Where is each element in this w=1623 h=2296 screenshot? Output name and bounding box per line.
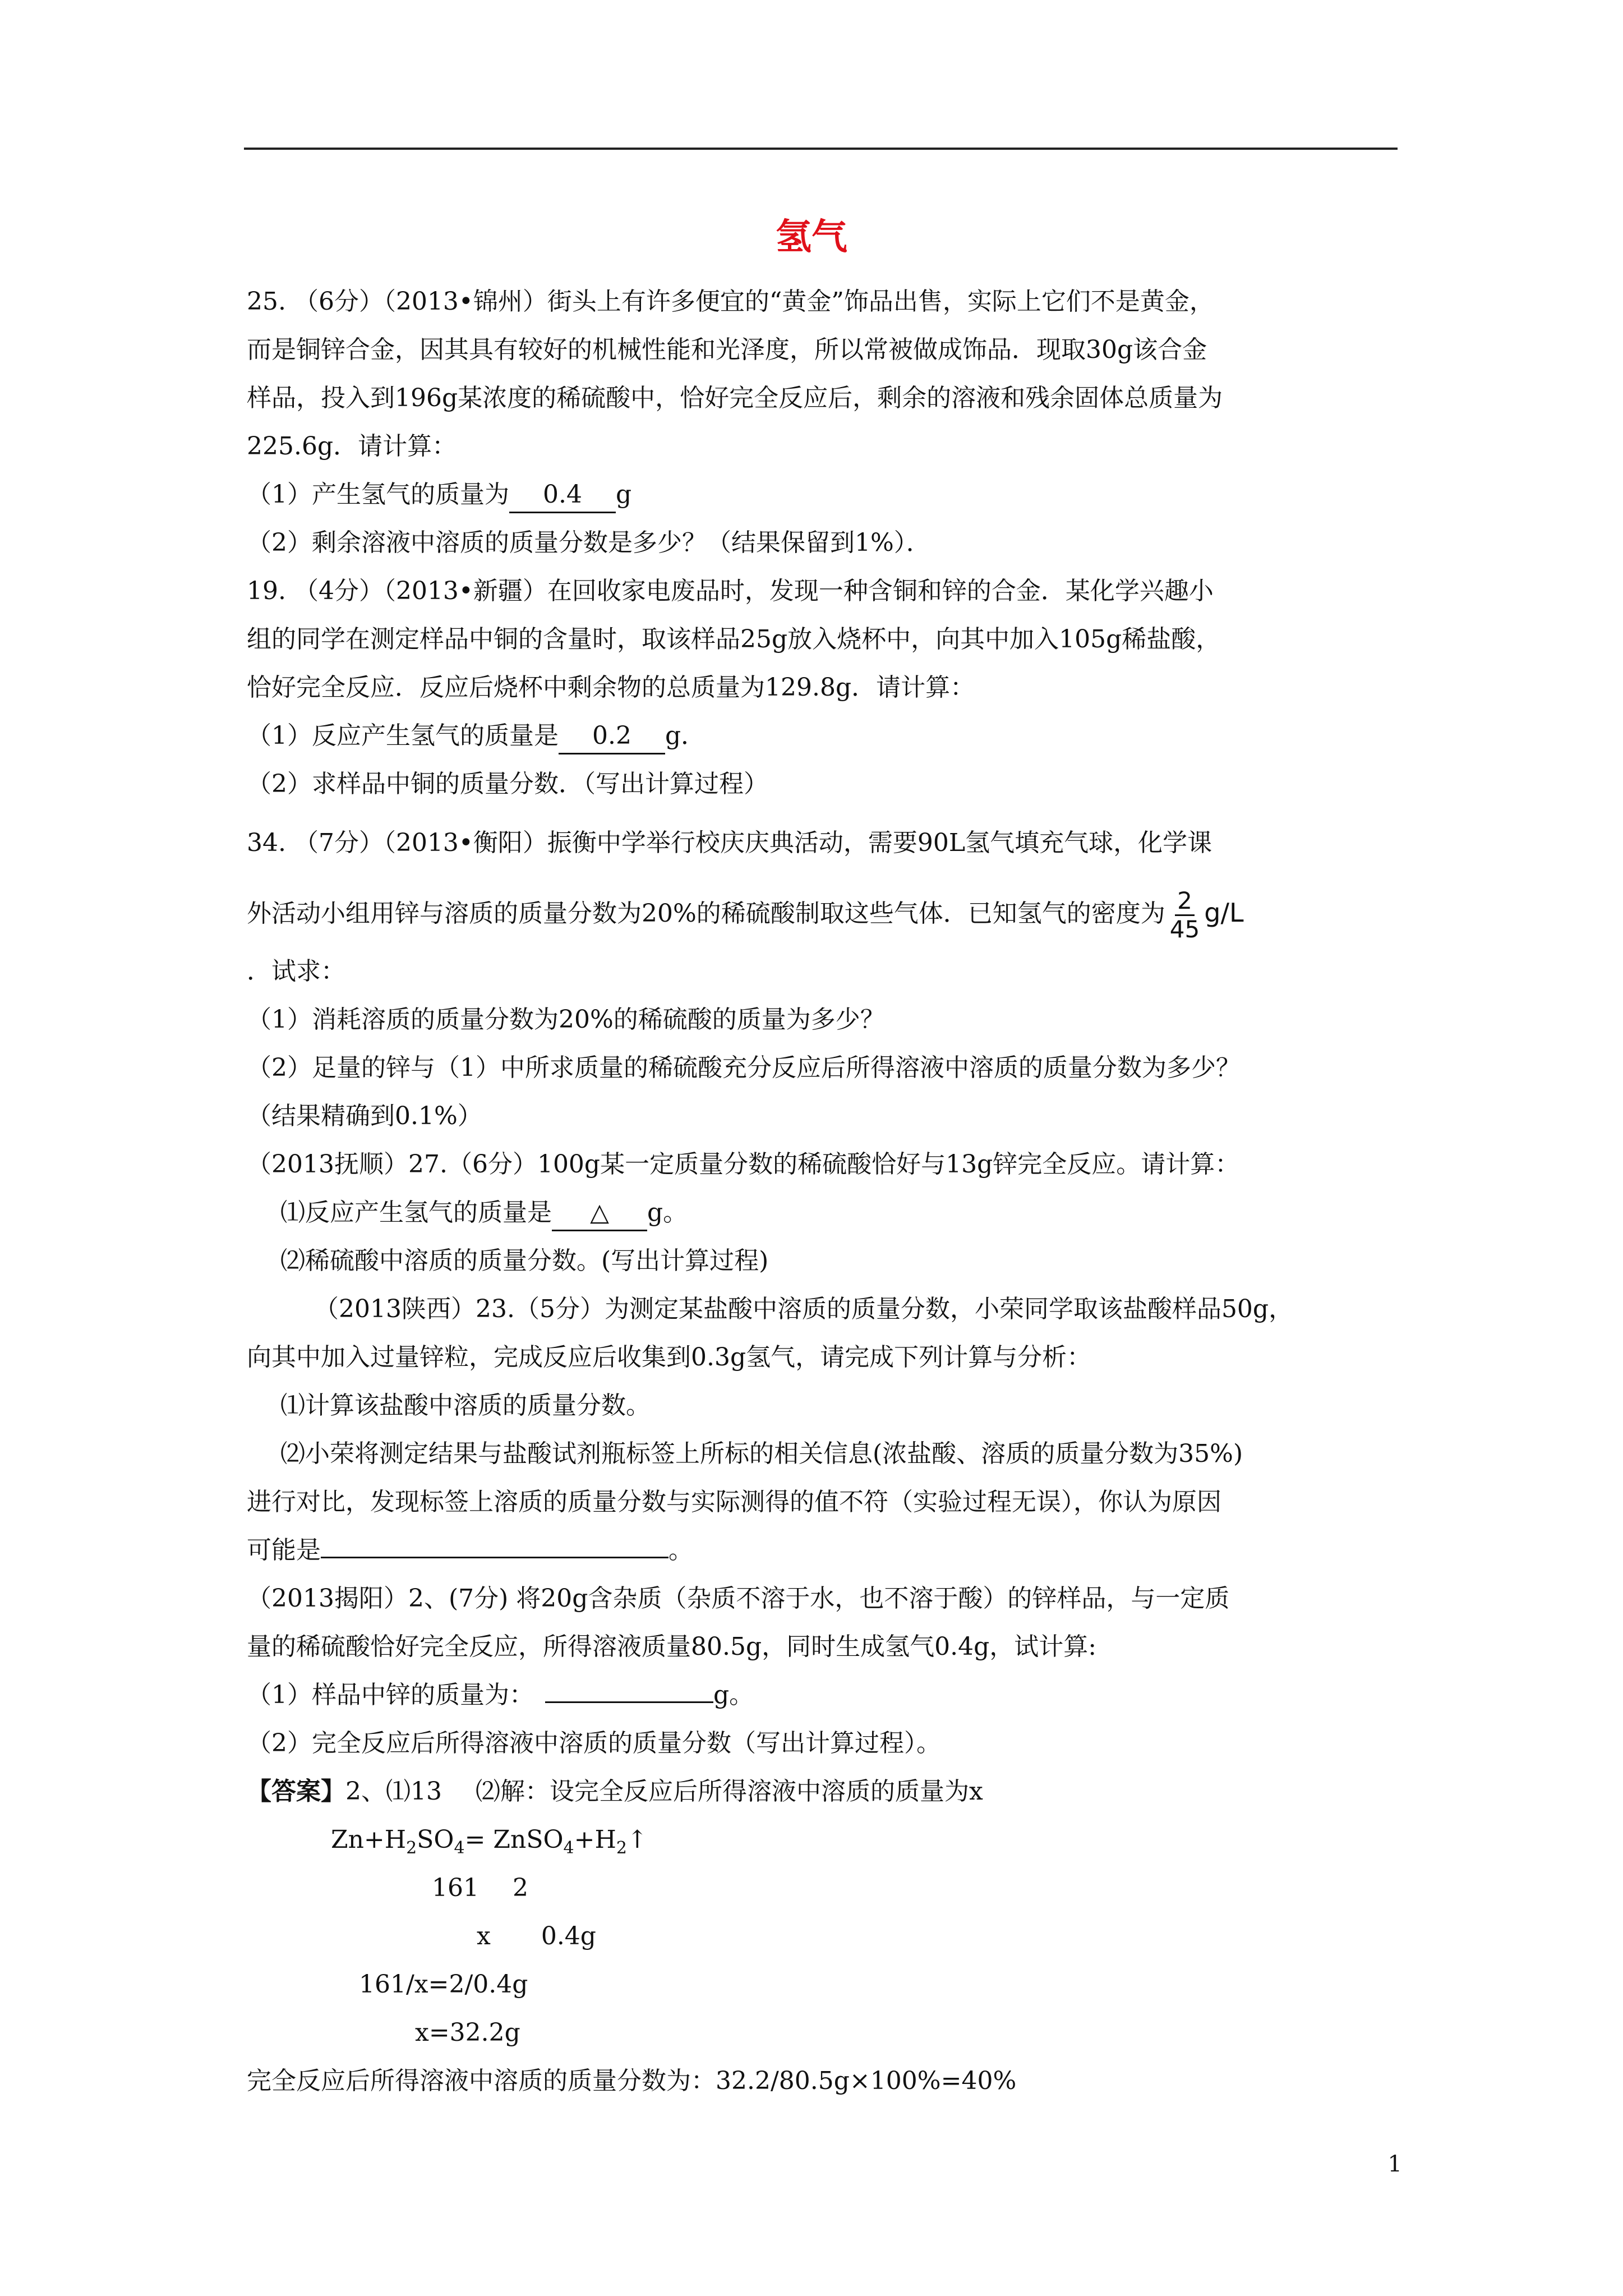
page-title: 氢气 — [776, 216, 847, 258]
q23-part1: ⑴计算该盐酸中溶质的质量分数。 — [280, 1391, 651, 1420]
q2-part1 — [247, 1671, 1398, 1719]
q34-part2: （2）足量的锌与（1）中所求质量的稀硫酸充分反应后所得溶液中溶质的质量分数为多少？ — [247, 1053, 1241, 1082]
equation-zn-h: Zn+H — [331, 1825, 407, 1854]
q2-part1-text: （1）样品中锌的质量为： — [247, 1681, 534, 1709]
q19-answer-blank: 0.2 — [559, 719, 665, 754]
q23-part2: ⑵小荣将测定结果与盐酸试剂瓶标签上所标的相关信息(浓盐酸、溶质的质量分数为35%) — [280, 1439, 1243, 1468]
q23-line2: 向其中加入过量锌粒，完成反应后收集到0.3g氢气，请完成下列计算与分析： — [247, 1343, 1092, 1372]
q2-answer-blank — [545, 1701, 713, 1703]
page-number: 1 — [1387, 2151, 1402, 2177]
q19-part1-unit: g． — [665, 721, 706, 750]
q34-line3: ．试求： — [247, 957, 345, 986]
q25-line1: 25. （6分）（2013•锦州）街头上有许多便宜的“黄金”饰品出售，实际上它们不是黄金， — [247, 287, 1214, 316]
q27-line1: （2013抚顺）27.（6分）100g某一定质量分数的稀硫酸恰好与13g锌完全反应。请计算： — [247, 1150, 1240, 1179]
chemical-equation — [247, 1816, 1398, 1864]
header-rule — [244, 148, 1398, 150]
molar-mass-h2: 2 — [512, 1874, 528, 1902]
q25-line2: 而是铜锌合金，因其具有较好的机械性能和光泽度，所以常被做成饰品．现取30g该合金 — [247, 335, 1207, 364]
unknown-x: x — [477, 1922, 491, 1950]
q2-part2: （2）完全反应后所得溶液中溶质的质量分数（写出计算过程）。 — [247, 1729, 941, 1757]
q34-part2b: （结果精确到0.1%） — [247, 1102, 482, 1130]
q34-part1: （1）消耗溶质的质量分数为20%的稀硫酸的质量为多少？ — [247, 1005, 885, 1034]
equation-so: SO — [417, 1825, 454, 1854]
q25-answer-blank: 0.4 — [509, 478, 616, 513]
density-fraction — [1168, 887, 1202, 943]
equation-sub-2a: 2 — [406, 1838, 417, 1858]
answer-part2: ⑵解：设完全反应后所得溶液中溶质的质量为x — [475, 1777, 983, 1806]
q25-part1-unit: g — [616, 480, 632, 509]
q25-line4: 225.6g．请计算： — [247, 432, 457, 461]
x-result-line: x=32.2g — [415, 2018, 520, 2047]
density-unit: g/L — [1204, 898, 1244, 928]
q23-line1: （2013陕西）23.（5分）为测定某盐酸中溶质的质量分数，小荣同学取该盐酸样品50g， — [314, 1295, 1294, 1323]
fraction-numerator: 2 — [1175, 887, 1195, 916]
q34-line1: 34. （7分）（2013•衡阳）振衡中学举行校庆庆典活动，需要90L氢气填充气球，化学课 — [247, 829, 1212, 857]
equation-sub-4b: 4 — [563, 1838, 574, 1858]
q25-part2: （2）剩余溶液中溶质的质量分数是多少？（结果保留到1%）． — [247, 528, 931, 557]
fraction-denominator: 45 — [1169, 915, 1200, 943]
q19-line3: 恰好完全反应．反应后烧杯中剩余物的总质量为129.8g．请计算： — [247, 673, 975, 702]
q19-part1-text: （1）反应产生氢气的质量是 — [247, 721, 559, 750]
q19-part2: （2）求样品中铜的质量分数．（写出计算过程） — [247, 770, 768, 798]
q23-part2c — [247, 1526, 1398, 1575]
q27-part1-unit: g。 — [647, 1198, 688, 1227]
document-body — [247, 278, 1398, 2105]
q19-line1: 19. （4分）（2013•新疆）在回收家电废品时，发现一种含铜和锌的合金．某化学兴趣小 — [247, 577, 1214, 605]
equation-unknown-row — [247, 1912, 1398, 1961]
q23-part2b: 进行对比，发现标签上溶质的质量分数与实际测得的值不符（实验过程无误），你认为原因 — [247, 1488, 1221, 1516]
q27-part2: ⑵稀硫酸中溶质的质量分数。(写出计算过程) — [280, 1246, 769, 1275]
q34-line2 — [247, 878, 1398, 947]
q23-answer-blank — [321, 1557, 668, 1558]
q34-line2-text: 外活动小组用锌与溶质的质量分数为20%的稀硫酸制取这些气体．已知氢气的密度为 — [247, 899, 1165, 928]
q25-part1 — [247, 471, 1398, 519]
molar-mass-znso4: 161 — [432, 1874, 479, 1902]
q19-line2: 组的同学在测定样品中铜的含量时，取该样品25g放入烧杯中，向其中加入105g稀盐酸， — [247, 625, 1221, 654]
q2-line2: 量的稀硫酸恰好完全反应，所得溶液质量80.5g，同时生成氢气0.4g，试计算: — [247, 1632, 1097, 1661]
ratio-line: 161/x=2/0.4g — [359, 1970, 528, 1999]
final-answer-line: 完全反应后所得溶液中溶质的质量分数为：32.2/80.5g×100%=40% — [247, 2067, 1017, 2095]
gas-arrow-icon: ↑ — [626, 1825, 648, 1854]
answer-part1: 2、⑴13 — [345, 1777, 442, 1806]
q25-line3: 样品，投入到196g某浓度的稀硫酸中，恰好完全反应后，剩余的溶液和残余固体总质量为 — [247, 384, 1223, 412]
q23-part2c-text: 可能是 — [247, 1536, 321, 1565]
equation-plus-h: +H — [574, 1825, 616, 1854]
q23-part2c-end: 。 — [668, 1536, 693, 1565]
hydrogen-mass: 0.4g — [541, 1922, 596, 1950]
q27-part1 — [247, 1189, 1398, 1237]
answer-line — [247, 1768, 1398, 1816]
q19-part1 — [247, 712, 1398, 760]
equation-sub-2b: 2 — [616, 1838, 627, 1858]
q27-part1-text: ⑴反应产生氢气的质量是 — [280, 1198, 552, 1227]
q2-part1-unit: g。 — [713, 1681, 754, 1709]
equation-sub-4a: 4 — [454, 1838, 465, 1858]
answer-label: 【答案】 — [247, 1777, 345, 1806]
q25-part1-text: （1）产生氢气的质量为 — [247, 480, 509, 509]
q27-answer-blank: △ — [552, 1196, 647, 1231]
equation-znso: = ZnSO — [464, 1825, 564, 1854]
q2-line1: （2013揭阳）2、(7分) 将20g含杂质（杂质不溶于水，也不溶于酸）的锌样品，与一定质 — [247, 1584, 1230, 1613]
equation-molar-row — [247, 1864, 1398, 1912]
